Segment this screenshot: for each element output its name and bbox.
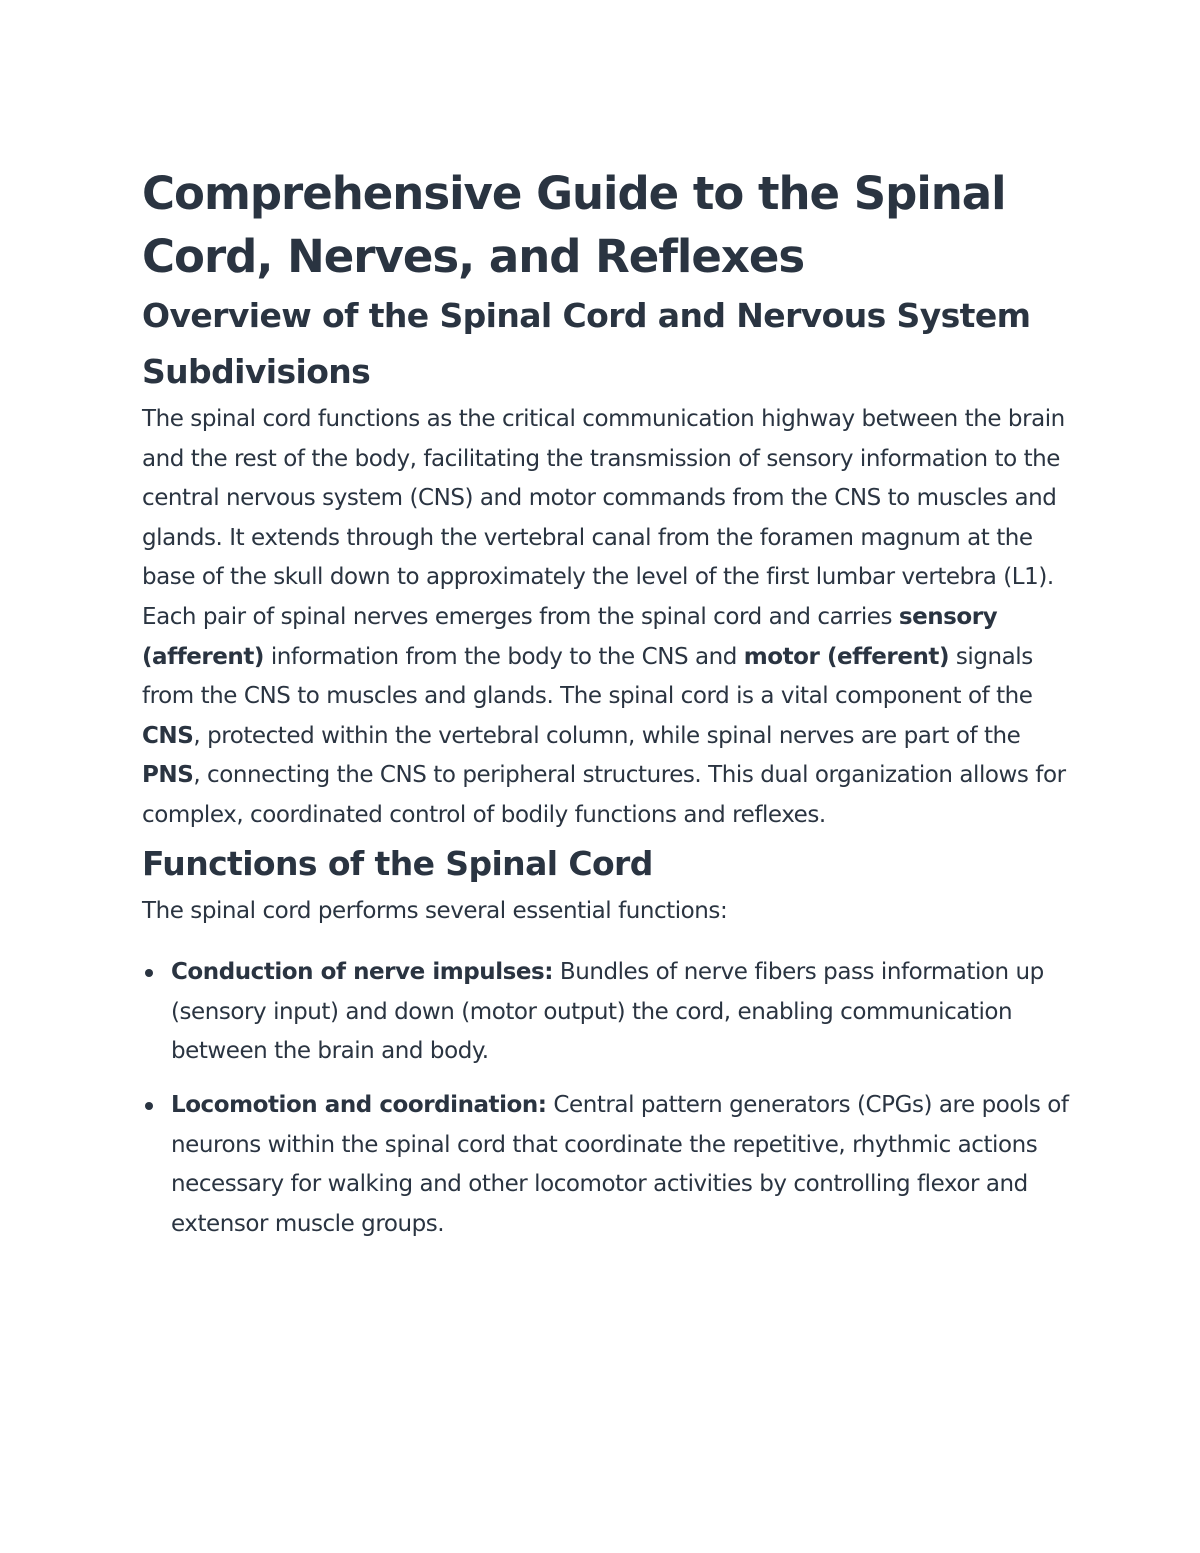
title-line-1: Comprehensive Guide to the Spinal: [142, 167, 1006, 220]
list-item-term: Locomotion and coordination:: [171, 1091, 547, 1118]
overview-text-2: information from the body to the CNS and: [263, 643, 744, 670]
list-item: [142, 1086, 1072, 1244]
overview-heading-line-2: Subdivisions: [142, 352, 371, 391]
list-item-term: Conduction of nerve impulses:: [171, 959, 554, 986]
overview-heading-line-1: Overview of the Spinal Cord and Nervous System: [142, 296, 1031, 335]
term-sensory-afferent: sensory (afferent): [142, 603, 998, 670]
overview-heading: [142, 288, 1072, 400]
functions-list: [142, 953, 1072, 1244]
term-motor-efferent: motor (efferent): [743, 643, 950, 670]
term-pns: PNS: [142, 762, 194, 789]
list-item: [142, 953, 1072, 1072]
functions-intro: The spinal cord performs several essential functions:: [142, 897, 728, 924]
list-item-text: Central pattern generators (CPGs) are pools of neurons within the spinal cord that coordinate the repetitive, rhythmic actions necessary for walking and other locomotor activities by controlling flexor and extensor muscle groups.: [171, 1091, 1069, 1237]
document-page: [142, 162, 1072, 1258]
bullet-icon: [145, 969, 153, 977]
bullet-icon: [145, 1102, 153, 1110]
overview-paragraph: [142, 400, 1072, 836]
document-title: [142, 162, 1072, 288]
list-item-text: Bundles of nerve fibers pass information up (sensory input) and down (motor output) the cord, enabling communication between the brain and body.: [171, 959, 1044, 1065]
overview-text-4: , protected within the vertebral column, while spinal nerves are part of the: [193, 722, 1021, 749]
overview-text-1: The spinal cord functions as the critical communication highway between the brain and the rest of the body, facilitating the transmission of sensory information to the central nervous system (CNS) and motor commands from the CNS to muscles and glands. It extends through the vertebral canal from the foramen magnum at the base of the skull down to approximately the level of the first lumbar vertebra (L1). Each pair of spinal nerves emerges from the spinal cord and carries: [142, 406, 1065, 630]
term-cns: CNS: [142, 722, 194, 749]
title-line-2: Cord, Nerves, and Reflexes: [142, 230, 805, 283]
overview-text-5: , connecting the CNS to peripheral structures. This dual organization allows for complex, coordinated control of bodily functions and reflexes.: [142, 762, 1066, 828]
overview-text-3: signals from the CNS to muscles and glands. The spinal cord is a vital component of the: [142, 643, 1033, 710]
functions-heading: Functions of the Spinal Cord: [142, 843, 653, 883]
